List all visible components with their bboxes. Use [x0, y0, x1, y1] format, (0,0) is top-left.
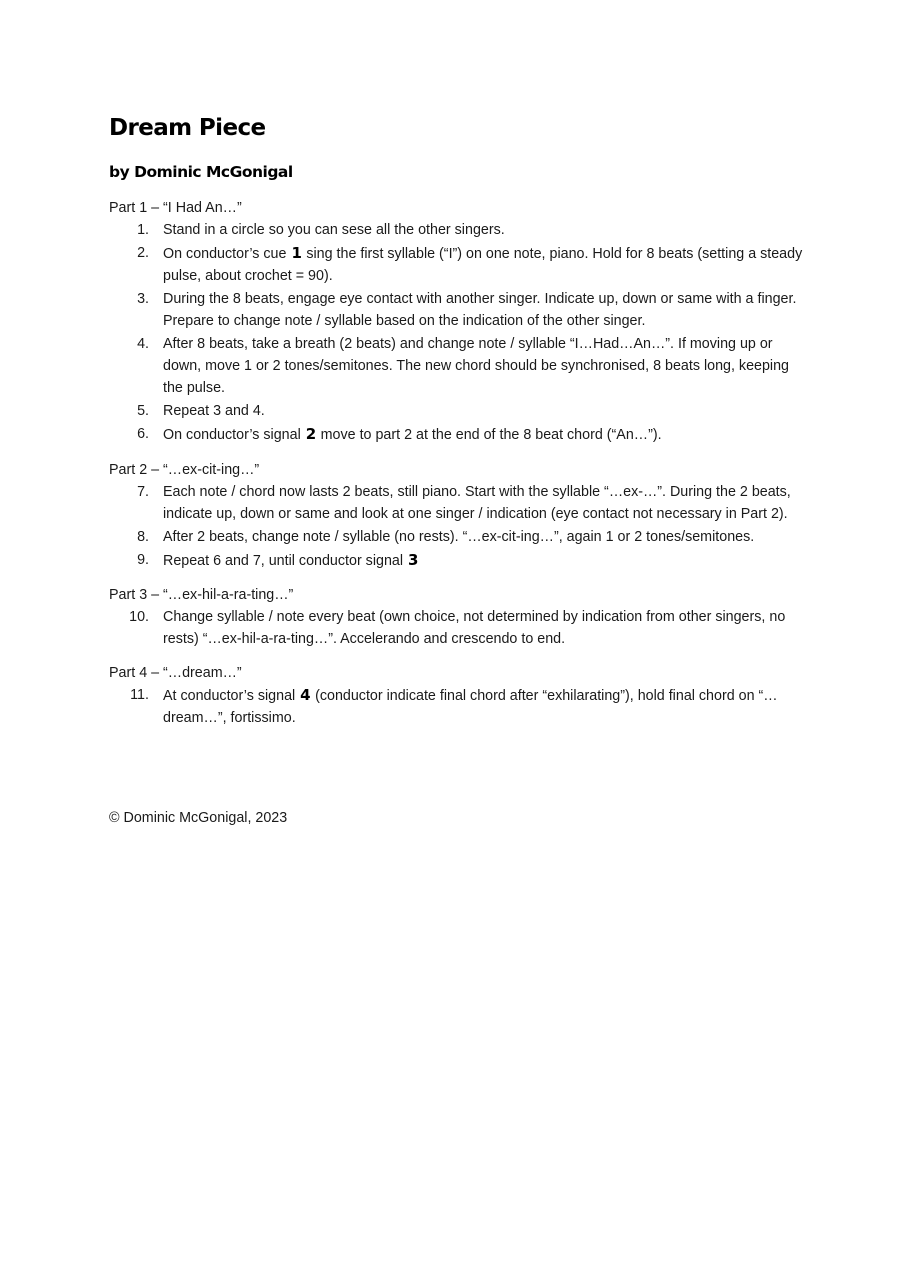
part-1-heading: Part 1 – “I Had An…” [109, 200, 242, 216]
step-text-after-cue: sing the first syllable (“I”) on one note, piano. Hold for 8 beats (setting a steady pulse, about crochet = 90). [163, 246, 803, 284]
step-11 [109, 684, 809, 729]
step-text-before-cue: On conductor’s cue [163, 246, 291, 262]
cue-number-3: 3 [408, 551, 418, 569]
step-text: Stand in a circle so you can sese all the other singers. [163, 222, 505, 238]
copyright-notice: © Dominic McGonigal, 2023 [109, 810, 288, 826]
step-text-after-cue: (conductor indicate final chord after “exhilarating”), hold final chord on “…dream…”, fortissimo. [163, 688, 778, 726]
part-2-heading: Part 2 – “…ex-cit-ing…” [109, 462, 260, 478]
step-text: Change syllable / note every beat (own choice, not determined by indication from other singers, no rests) “…ex-hil-a-ra-ting…”. Accelerando and crescendo to end. [163, 609, 786, 647]
part-1-steps [109, 219, 809, 446]
cue-number-4: 4 [300, 686, 311, 704]
step-number: 3. [137, 291, 149, 307]
step-text-after-cue: move to part 2 at the end of the 8 beat chord (“An…”). [316, 427, 662, 443]
cue-number-2: 2 [305, 425, 316, 443]
step-number: 5. [137, 403, 149, 419]
step-number: 2. [137, 245, 149, 261]
step-number: 4. [137, 336, 149, 352]
step-text-before-cue: Repeat 6 and 7, until conductor signal [163, 553, 408, 569]
step-8 [109, 526, 809, 548]
step-number: 6. [137, 426, 149, 442]
step-number: 1. [137, 222, 149, 238]
step-3 [109, 288, 809, 332]
step-text: After 2 beats, change note / syllable (no rests). “…ex-cit-ing…”, again 1 or 2 tones/semitones. [163, 529, 755, 545]
part-3-heading: Part 3 – “…ex-hil-a-ra-ting…” [109, 587, 294, 603]
cue-number-1: 1 [291, 244, 302, 262]
step-5 [109, 400, 809, 422]
step-text: Each note / chord now lasts 2 beats, still piano. Start with the syllable “…ex-…”. During the 2 beats, indicate up, down or same and look at one singer / indication (eye contact not necessary in Part 2). [163, 484, 791, 522]
step-6 [109, 423, 809, 446]
step-1 [109, 219, 809, 241]
part-4-heading: Part 4 – “…dream…” [109, 665, 242, 681]
document-page [109, 112, 809, 843]
step-number: 7. [137, 484, 149, 500]
step-7 [109, 481, 809, 525]
step-number: 8. [137, 529, 149, 545]
document-title: Dream Piece [109, 115, 266, 141]
step-text-before-cue: At conductor’s signal [163, 688, 300, 704]
part-2-steps [109, 481, 809, 572]
step-text-before-cue: On conductor’s signal [163, 427, 305, 443]
step-text: After 8 beats, take a breath (2 beats) and change note / syllable “I…Had…An…”. If moving up or down, move 1 or 2 tones/semitones. The new chord should be synchronised, 8 beats long, keeping the pulse. [163, 336, 790, 396]
step-9 [109, 549, 809, 572]
step-10 [109, 606, 809, 650]
part-4-steps [109, 684, 809, 729]
step-number: 9. [137, 552, 149, 568]
step-number: 10. [129, 609, 149, 625]
step-2 [109, 242, 809, 287]
step-number: 11. [130, 687, 149, 703]
step-text: Repeat 3 and 4. [163, 403, 265, 419]
step-4 [109, 333, 809, 399]
step-text: During the 8 beats, engage eye contact with another singer. Indicate up, down or same with a finger. Prepare to change note / syllable based on the indication of the other singer. [163, 291, 797, 329]
document-author: by Dominic McGonigal [109, 163, 293, 181]
part-3-steps [109, 606, 809, 650]
